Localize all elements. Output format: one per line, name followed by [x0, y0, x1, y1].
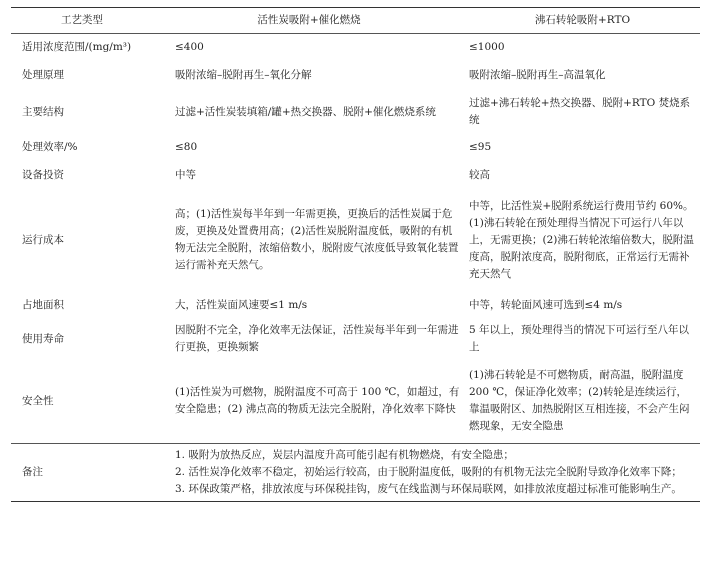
table-row [11, 133, 700, 161]
note-line-1: 1. 吸附为放热反应，炭层内温度升高可能引起有机物燃烧，有安全隐患； [175, 449, 514, 461]
cell-zeolite: (1)沸石转轮是不可燃物质，耐高温，脱附温度 200 ℃，保证净化效率；(2)转轮是连续运行，靠温吸附区、加热脱附区互相连接，不会产生闷燃现象，无安全隐患 [469, 369, 690, 432]
header-process-type: 工艺类型 [11, 8, 153, 34]
cell-carbon: (1)活性炭为可燃物，脱附温度不可高于 100 ℃，如超过，有安全隐患；(2) 沸点高的物质无法完全脱附，净化效率下降快 [175, 386, 460, 415]
table-row [11, 189, 700, 291]
cell-carbon: ≤400 [175, 40, 204, 53]
row-label: 设备投资 [22, 168, 64, 181]
cell-carbon: 因脱附不完全，净化效率无法保证，活性炭每半年到一年需进行更换，更换频繁 [175, 324, 459, 353]
table-row [11, 291, 700, 319]
cell-carbon: 中等 [175, 168, 196, 181]
cell-zeolite: ≤95 [469, 140, 492, 153]
header-zeolite-rto: 沸石转轮吸附+RTO [465, 8, 700, 34]
table-row [11, 91, 700, 133]
cell-zeolite: 5 年以上，预处理得当的情况下可运行至八年以上 [469, 324, 690, 353]
table-row [11, 319, 700, 359]
cell-zeolite: ≤1000 [469, 40, 505, 53]
note-line-3: 3. 环保政策严格，排放浓度与环保税挂钩，废气在线监测与环保局联网，如排放浓度超过标准可能影响生产。 [175, 483, 682, 495]
table-row [11, 359, 700, 444]
row-label: 主要结构 [22, 105, 64, 118]
table-row [11, 34, 700, 61]
row-label: 占地面积 [22, 298, 64, 311]
header-activated-carbon: 活性炭吸附+催化燃烧 [153, 8, 465, 34]
note-line-2: 2. 活性炭净化效率不稳定，初始运行较高，由于脱附温度低，吸附的有机物无法完全脱附导致净化效率下降； [175, 466, 682, 478]
cell-carbon: ≤80 [175, 140, 198, 153]
notes-label: 备注 [11, 444, 153, 502]
table-header-row [11, 8, 700, 34]
notes-row [11, 444, 700, 502]
cell-zeolite: 中等，转轮面风速可选到≤4 m/s [469, 298, 623, 311]
row-label: 处理原理 [22, 69, 64, 81]
cell-zeolite: 中等，比活性炭+脱附系统运行费用节约 60%。(1)沸石转轮在预处理得当情况下可运行八年以上，无需更换；(2)沸石转轮浓缩倍数大，脱附温度高，脱附浓度高，脱附彻底，正常运行无需补充天然气 [469, 199, 694, 280]
process-comparison-table [11, 7, 700, 502]
row-label: 安全性 [22, 394, 54, 407]
row-label: 适用浓度范围/(mg/m³) [22, 40, 132, 53]
row-label: 处理效率/% [22, 140, 78, 153]
notes-cell [153, 444, 700, 502]
row-label: 使用寿命 [22, 332, 64, 345]
cell-carbon: 高；(1)活性炭每半年到一年需更换，更换后的活性炭属于危废，更换及处置费用高；(2)活性炭脱附温度低，吸附的有机物无法完全脱附，浓缩倍数小，脱附废气浓度低导致氧化装置运行需补充天然气。 [175, 208, 459, 271]
cell-zeolite: 吸附浓缩–脱附再生–高温氧化 [469, 69, 606, 81]
cell-carbon: 吸附浓缩–脱附再生–氧化分解 [175, 69, 312, 81]
table-row [11, 161, 700, 189]
table-row [11, 60, 700, 91]
cell-zeolite: 过滤+沸石转轮+热交换器、脱附+RTO 焚烧系统 [469, 97, 691, 126]
cell-carbon: 大，活性炭面风速要≤1 m/s [175, 298, 308, 311]
cell-carbon: 过滤+活性炭装填箱/罐+热交换器、脱附+催化燃烧系统 [175, 105, 436, 118]
row-label: 运行成本 [22, 233, 64, 246]
cell-zeolite: 较高 [469, 168, 490, 181]
